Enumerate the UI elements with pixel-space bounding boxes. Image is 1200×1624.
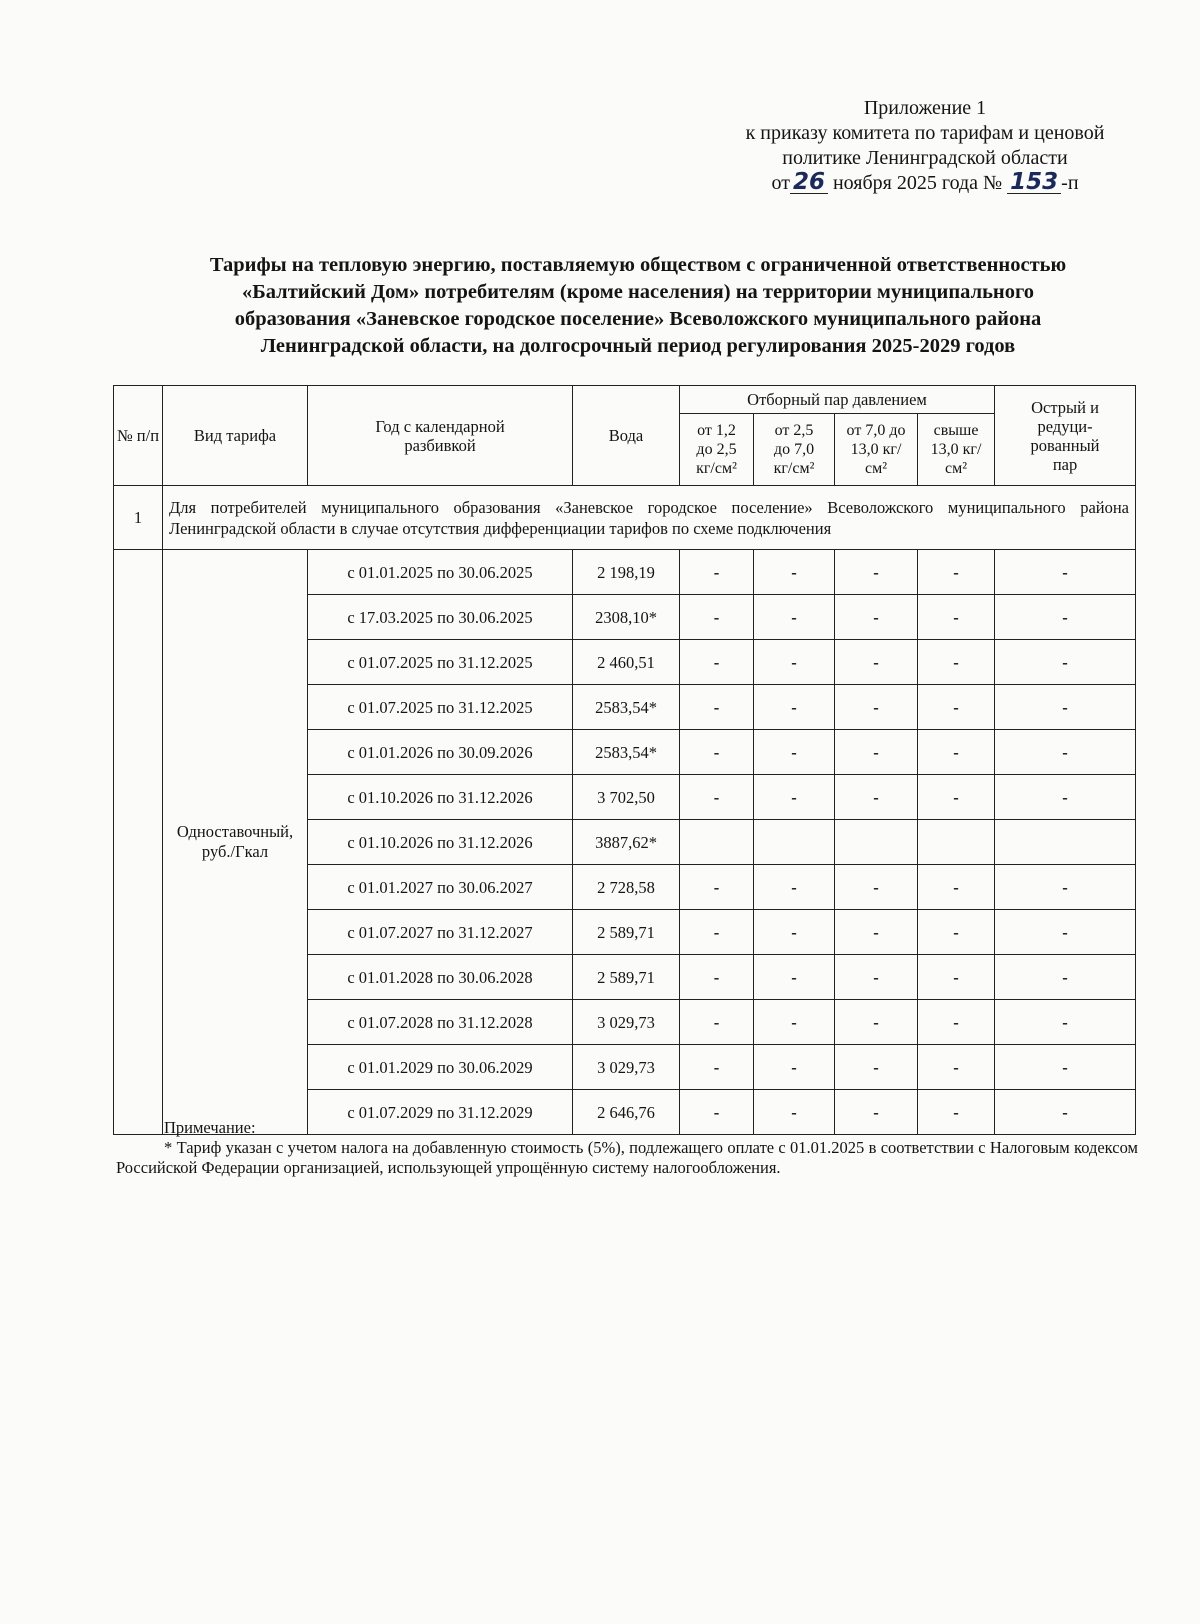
pressure-4-cell: - [918,595,995,640]
sharp-steam-cell: - [995,1045,1136,1090]
pressure-4-cell: - [918,550,995,595]
pressure-2-cell: - [754,550,835,595]
header-pressure-4: свыше 13,0 кг/см² [918,414,995,486]
sharp-steam-cell: - [995,550,1136,595]
pressure-4-cell: - [918,1000,995,1045]
pressure-1-cell: - [680,730,754,775]
period-cell: с 01.07.2027 по 31.12.2027 [308,910,573,955]
period-cell: с 01.01.2029 по 30.06.2029 [308,1045,573,1090]
header-pressure-2: от 2,5 до 7,0 кг/см² [754,414,835,486]
pressure-4-cell: - [918,955,995,1000]
pressure-3-cell: - [835,685,918,730]
pressure-1-cell: - [680,685,754,730]
pressure-2-cell: - [754,685,835,730]
header-pressure-3: от 7,0 до 13,0 кг/см² [835,414,918,486]
water-rate-cell: 2 589,71 [573,910,680,955]
pressure-2-cell: - [754,865,835,910]
document-title [118,252,1158,360]
pressure-4-cell [918,820,995,865]
period-cell: с 01.01.2025 по 30.06.2025 [308,550,573,595]
date-prefix: от [771,172,790,194]
water-rate-cell: 2 198,19 [573,550,680,595]
pressure-1-cell: - [680,595,754,640]
sharp-steam-cell [995,820,1136,865]
pressure-1-cell: - [680,1045,754,1090]
sharp-steam-cell: - [995,910,1136,955]
pressure-1-cell [680,820,754,865]
pressure-4-cell: - [918,685,995,730]
title-line: образования «Заневское городское поселение» Всеволожского муниципального района [234,308,1042,330]
water-rate-cell: 3887,62* [573,820,680,865]
pressure-4-cell: - [918,775,995,820]
pressure-3-cell: - [835,640,918,685]
pressure-3-cell: - [835,1090,918,1135]
appendix-committee-line: политике Ленинградской области [782,147,1068,169]
water-rate-cell: 2583,54* [573,730,680,775]
header-type: Вид тарифа [163,386,308,486]
table-row [114,550,1136,595]
handwritten-day: 26 [790,171,828,194]
sharp-steam-cell: - [995,1090,1136,1135]
pressure-3-cell: - [835,775,918,820]
rows-num-cell [114,550,163,1135]
pressure-4-cell: - [918,1045,995,1090]
pressure-2-cell: - [754,775,835,820]
water-rate-cell: 2 728,58 [573,865,680,910]
sharp-steam-cell: - [995,640,1136,685]
header-pressure-1: от 1,2 до 2,5 кг/см² [680,414,754,486]
group-description: Для потребителей муниципального образования «Заневское городское поселение» Всеволожского муниципального района Ленинградской области в случае отсутствия дифференциации тарифов по схеме подключения [163,486,1136,550]
period-cell: с 01.07.2025 по 31.12.2025 [308,640,573,685]
header-sharp-steam: Острый и редуци-рованный пар [995,386,1136,486]
pressure-1-cell: - [680,550,754,595]
title-line: Ленинградской области, на долгосрочный период регулирования 2025-2029 годов [260,335,1016,357]
sharp-steam-cell: - [995,685,1136,730]
period-cell: с 01.07.2025 по 31.12.2025 [308,685,573,730]
header-period: Год с календарной разбивкой [308,386,573,486]
sharp-steam-cell: - [995,730,1136,775]
water-rate-cell: 2 460,51 [573,640,680,685]
footnote-body: * Тариф указан с учетом налога на добавленную стоимость (5%), подлежащего оплате с 01.01.2025 в соответствии с Налоговым кодексом Российской Федерации организацией, использующей упрощённую систему налогообложения. [116,1138,1138,1177]
pressure-4-cell: - [918,1090,995,1135]
pressure-3-cell [835,820,918,865]
pressure-2-cell: - [754,1045,835,1090]
sharp-steam-cell: - [995,1000,1136,1045]
pressure-2-cell: - [754,640,835,685]
water-rate-cell: 2 646,76 [573,1090,680,1135]
water-rate-cell: 3 029,73 [573,1000,680,1045]
header-row [114,386,1136,414]
pressure-2-cell: - [754,730,835,775]
header-num: № п/п [114,386,163,486]
appendix-date-line [690,171,1160,196]
group-row [114,486,1136,550]
appendix-order-line: к приказу комитета по тарифам и ценовой [745,122,1105,144]
pressure-3-cell: - [835,1000,918,1045]
period-cell: с 01.01.2027 по 30.06.2027 [308,865,573,910]
pressure-2-cell [754,820,835,865]
handwritten-order-number: 153 [1007,171,1061,194]
pressure-1-cell: - [680,1090,754,1135]
header-water: Вода [573,386,680,486]
pressure-2-cell: - [754,595,835,640]
title-line: «Балтийский Дом» потребителям (кроме населения) на территории муниципального [241,281,1035,303]
header-steam-group: Отборный пар давлением [680,386,995,414]
sharp-steam-cell: - [995,595,1136,640]
pressure-1-cell: - [680,865,754,910]
tariff-table [113,385,1136,1135]
footnote [116,1118,1138,1178]
tariff-type: Одноставочный, руб./Гкал [163,550,308,1135]
pressure-3-cell: - [835,1045,918,1090]
period-cell: с 17.03.2025 по 30.06.2025 [308,595,573,640]
water-rate-cell: 2583,54* [573,685,680,730]
pressure-3-cell: - [835,910,918,955]
period-cell: с 01.07.2028 по 31.12.2028 [308,1000,573,1045]
period-cell: с 01.10.2026 по 31.12.2026 [308,820,573,865]
pressure-3-cell: - [835,730,918,775]
pressure-4-cell: - [918,730,995,775]
pressure-3-cell: - [835,865,918,910]
water-rate-cell: 3 702,50 [573,775,680,820]
sharp-steam-cell: - [995,955,1136,1000]
pressure-2-cell: - [754,910,835,955]
pressure-1-cell: - [680,1000,754,1045]
pressure-4-cell: - [918,910,995,955]
pressure-1-cell: - [680,955,754,1000]
pressure-4-cell: - [918,865,995,910]
pressure-1-cell: - [680,640,754,685]
title-line: Тарифы на тепловую энергию, поставляемую обществом с ограниченной ответственностью [209,254,1067,276]
footnote-heading: Примечание: [164,1118,256,1137]
date-month-year: ноября 2025 года № [832,172,1003,194]
pressure-2-cell: - [754,955,835,1000]
pressure-2-cell: - [754,1000,835,1045]
period-cell: с 01.01.2026 по 30.09.2026 [308,730,573,775]
period-cell: с 01.10.2026 по 31.12.2026 [308,775,573,820]
appendix-block [690,96,1160,196]
sharp-steam-cell: - [995,775,1136,820]
water-rate-cell: 2 589,71 [573,955,680,1000]
pressure-3-cell: - [835,955,918,1000]
period-cell: с 01.01.2028 по 30.06.2028 [308,955,573,1000]
group-num: 1 [114,486,163,550]
rate-rows [114,550,1136,1135]
period-cell: с 01.07.2029 по 31.12.2029 [308,1090,573,1135]
appendix-title: Приложение 1 [863,97,987,119]
order-number-suffix: -п [1061,172,1079,194]
pressure-3-cell: - [835,550,918,595]
sharp-steam-cell: - [995,865,1136,910]
pressure-2-cell: - [754,1090,835,1135]
pressure-3-cell: - [835,595,918,640]
water-rate-cell: 3 029,73 [573,1045,680,1090]
water-rate-cell: 2308,10* [573,595,680,640]
pressure-4-cell: - [918,640,995,685]
pressure-1-cell: - [680,775,754,820]
pressure-1-cell: - [680,910,754,955]
